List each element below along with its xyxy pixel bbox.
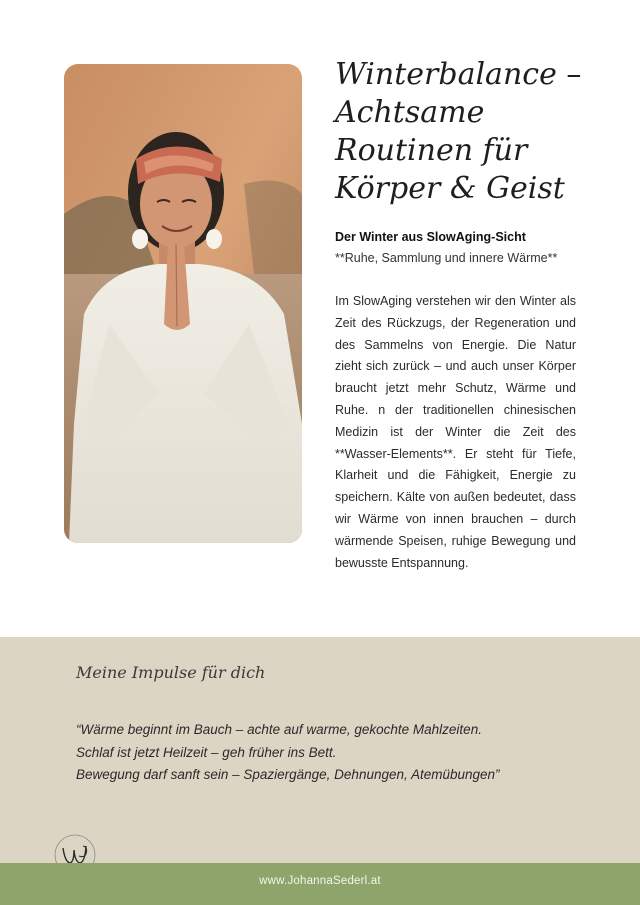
impulse-quote-list: [76, 719, 500, 787]
impulse-quote-line: Schlaf ist jetzt Heilzeit – geh früher ins Bett.: [76, 744, 337, 760]
page-title: Winterbalance – Achtsame Routinen für Körper & Geist: [335, 57, 582, 206]
body-paragraph: Im SlowAging verstehen wir den Winter als Zeit des Rückzugs, der Regeneration und des Sammelns von Energie. Die Natur zieht sich zurück – und auch unser Körper braucht jetzt mehr Schutz, Wärme und Ruhe. n der traditionellen chinesischen Medizin ist der Winter die Zeit des **Wasser-Elements**. Er steht für Tiefe, Klarheit und die Fähigkeit, Energie zu speichern. Kälte von außen bedeutet, dass wir Wärme von innen brauchen – durch wärmende Speisen, ruhige Bewegung und bewusste Entspannung.: [335, 294, 576, 570]
section-subheading: Der Winter aus SlowAging-Sicht: [335, 230, 526, 244]
impulse-heading: Meine Impulse für dich: [76, 663, 266, 682]
portrait-image: [64, 64, 302, 543]
section-tagline: **Ruhe, Sammlung und innere Wärme**: [335, 251, 558, 265]
impulse-quote-line: Bewegung darf sanft sein – Spaziergänge, Dehnungen, Atemübungen”: [76, 767, 500, 782]
impulse-quote-line: “Wärme beginnt im Bauch – achte auf warme, gekochte Mahlzeiten.: [76, 722, 482, 737]
website-link[interactable]: www.JohannaSederl.at: [259, 875, 381, 887]
impulse-section: [0, 637, 640, 863]
footer-bar: [0, 863, 640, 905]
portrait-photo: [64, 64, 302, 543]
